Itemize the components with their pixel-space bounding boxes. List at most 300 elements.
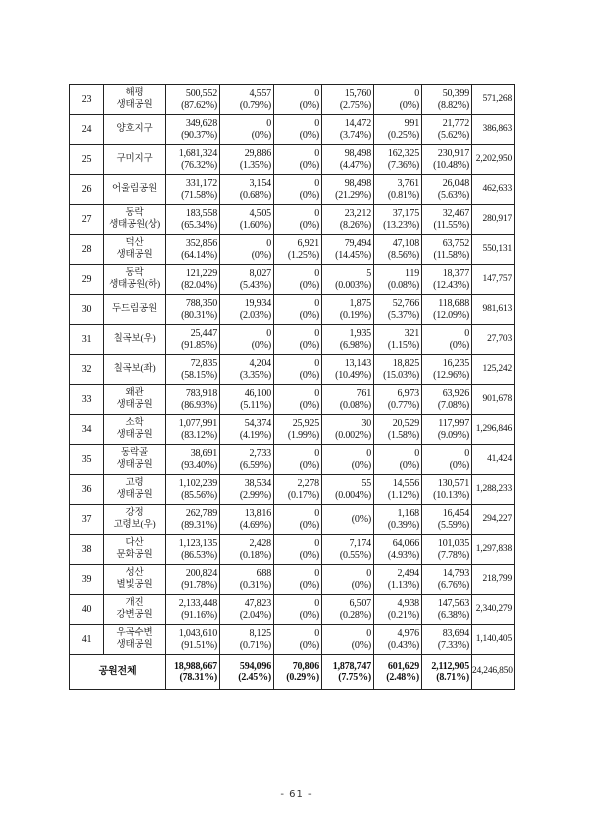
cell-value: 200,824 <box>185 568 217 579</box>
cell-percent: (71.58%) <box>181 189 217 201</box>
value-cell <box>166 235 220 265</box>
cell-value: 16,454 <box>442 508 469 519</box>
table-row <box>70 235 515 265</box>
value-cell <box>422 355 472 385</box>
cell-value: 3,154 <box>249 178 271 189</box>
value-cell <box>220 295 274 325</box>
cell-value: 0 <box>314 178 319 189</box>
cell-value: 2,494 <box>397 568 419 579</box>
cell-value: 1,681,324 <box>178 148 217 159</box>
park-name <box>104 355 166 385</box>
cell-value: 83,694 <box>442 628 469 639</box>
table-row <box>70 625 515 655</box>
cell-value: 18,825 <box>392 358 419 369</box>
value-cell <box>274 565 322 595</box>
park-name-line: 소학 <box>125 418 144 428</box>
park-name-line: 강변공원 <box>116 609 153 620</box>
cell-percent: (0.31%) <box>239 579 271 591</box>
value-cell <box>374 295 422 325</box>
cell-percent: (86.93%) <box>181 399 217 411</box>
row-total: 294,227 <box>472 505 515 535</box>
row-number: 40 <box>70 595 104 625</box>
cell-value: 55 <box>361 478 371 489</box>
cell-value: 2,112,905 <box>431 660 469 672</box>
cell-value: 14,556 <box>392 478 419 489</box>
cell-percent: (0.25%) <box>387 129 419 141</box>
cell-value: 331,172 <box>185 178 217 189</box>
park-name-line: 왜관 <box>125 388 144 398</box>
row-total: 147,757 <box>472 265 515 295</box>
cell-percent: (14.45%) <box>335 249 371 261</box>
cell-percent: (0%) <box>351 459 371 471</box>
cell-value: 98,498 <box>344 178 371 189</box>
value-cell <box>274 325 322 355</box>
row-total: 41,424 <box>472 445 515 475</box>
cell-percent: (1.99%) <box>287 429 319 441</box>
cell-value: 1,077,991 <box>178 418 217 429</box>
park-name <box>104 475 166 505</box>
park-name <box>104 625 166 655</box>
table-row <box>70 415 515 445</box>
cell-percent: (0.55%) <box>339 549 371 561</box>
cell-value: 54,374 <box>244 418 271 429</box>
table-row <box>70 475 515 505</box>
cell-percent: (0.81%) <box>387 189 419 201</box>
table-body <box>70 85 515 690</box>
cell-percent: (0%) <box>351 513 371 525</box>
value-cell <box>374 265 422 295</box>
value-cell <box>274 85 322 115</box>
value-cell <box>422 385 472 415</box>
cell-value: 688 <box>256 568 271 579</box>
value-cell <box>274 415 322 445</box>
value-cell <box>374 655 422 690</box>
cell-value: 37,175 <box>392 208 419 219</box>
value-cell <box>166 625 220 655</box>
value-cell <box>166 535 220 565</box>
row-number: 25 <box>70 145 104 175</box>
park-name <box>104 205 166 235</box>
value-cell <box>166 415 220 445</box>
cell-percent: (1.58%) <box>387 429 419 441</box>
cell-percent: (89.31%) <box>181 519 217 531</box>
cell-percent: (0.004%) <box>335 489 371 501</box>
park-name-line: 우곡수변 <box>116 628 153 638</box>
cell-value: 3,761 <box>397 178 419 189</box>
cell-percent: (0.43%) <box>387 639 419 651</box>
cell-value: 72,835 <box>190 358 217 369</box>
summary-total: 24,246,850 <box>472 655 515 690</box>
cell-value: 70,806 <box>292 660 319 672</box>
cell-percent: (64.14%) <box>181 249 217 261</box>
value-cell <box>274 265 322 295</box>
cell-percent: (4.47%) <box>339 159 371 171</box>
value-cell <box>422 85 472 115</box>
cell-value: 25,925 <box>292 418 319 429</box>
cell-value: 1,123,135 <box>178 538 217 549</box>
value-cell <box>220 175 274 205</box>
table-row <box>70 565 515 595</box>
park-name-line: 생태공원 <box>116 249 153 260</box>
cell-percent: (7.08%) <box>437 399 469 411</box>
cell-percent: (7.75%) <box>338 672 371 683</box>
value-cell <box>322 655 374 690</box>
row-total: 901,678 <box>472 385 515 415</box>
cell-value: 0 <box>314 388 319 399</box>
value-cell <box>422 445 472 475</box>
cell-percent: (0%) <box>299 639 319 651</box>
row-total: 1,288,233 <box>472 475 515 505</box>
value-cell <box>374 325 422 355</box>
cell-percent: (0.68%) <box>239 189 271 201</box>
value-cell <box>274 445 322 475</box>
cell-percent: (12.09%) <box>433 309 469 321</box>
cell-percent: (0%) <box>299 279 319 291</box>
cell-value: 500,552 <box>185 88 217 99</box>
row-number: 23 <box>70 85 104 115</box>
cell-value: 349,628 <box>185 118 217 129</box>
cell-percent: (10.49%) <box>335 369 371 381</box>
cell-percent: (2.75%) <box>339 99 371 111</box>
value-cell <box>322 625 374 655</box>
value-cell <box>322 145 374 175</box>
park-name <box>104 115 166 145</box>
cell-value: 23,212 <box>344 208 371 219</box>
value-cell <box>374 535 422 565</box>
cell-percent: (13.23%) <box>383 219 419 231</box>
cell-percent: (0%) <box>251 129 271 141</box>
cell-value: 0 <box>266 328 271 339</box>
value-cell <box>166 595 220 625</box>
cell-percent: (12.96%) <box>433 369 469 381</box>
cell-percent: (0%) <box>299 339 319 351</box>
summary-label: 공원전체 <box>70 655 166 690</box>
cell-value: 2,428 <box>249 538 271 549</box>
park-name <box>104 175 166 205</box>
cell-value: 38,691 <box>190 448 217 459</box>
row-total: 386,863 <box>472 115 515 145</box>
cell-percent: (0.77%) <box>387 399 419 411</box>
cell-value: 117,997 <box>438 418 469 429</box>
cell-percent: (0%) <box>299 519 319 531</box>
park-name-line: 칠곡보(좌) <box>113 363 156 374</box>
cell-percent: (1.13%) <box>387 579 419 591</box>
park-name-line: 생태공원(상) <box>109 219 160 230</box>
cell-percent: (91.16%) <box>181 609 217 621</box>
cell-percent: (93.40%) <box>181 459 217 471</box>
table-row <box>70 355 515 385</box>
value-cell <box>322 85 374 115</box>
cell-percent: (1.60%) <box>239 219 271 231</box>
row-number: 38 <box>70 535 104 565</box>
park-name-line: 생태공원 <box>116 99 153 110</box>
row-total: 2,202,950 <box>472 145 515 175</box>
value-cell <box>422 505 472 535</box>
cell-value: 1,043,610 <box>178 628 217 639</box>
park-name-line: 고령보(우) <box>113 519 156 530</box>
value-cell <box>374 445 422 475</box>
cell-percent: (91.85%) <box>181 339 217 351</box>
value-cell <box>166 175 220 205</box>
cell-percent: (2.04%) <box>239 609 271 621</box>
table-row <box>70 205 515 235</box>
cell-percent: (5.62%) <box>437 129 469 141</box>
cell-percent: (6.76%) <box>437 579 469 591</box>
park-name <box>104 595 166 625</box>
park-name-line: 강정 <box>125 508 144 518</box>
value-cell <box>374 175 422 205</box>
value-cell <box>374 115 422 145</box>
value-cell <box>220 445 274 475</box>
cell-percent: (7.36%) <box>387 159 419 171</box>
cell-value: 0 <box>464 328 469 339</box>
park-name-line: 생태공원 <box>116 459 153 470</box>
cell-value: 26,048 <box>442 178 469 189</box>
cell-value: 4,976 <box>397 628 419 639</box>
park-name-line: 구미지구 <box>116 153 153 164</box>
cell-value: 0 <box>366 568 371 579</box>
value-cell <box>422 115 472 145</box>
cell-value: 183,558 <box>185 208 217 219</box>
value-cell <box>166 475 220 505</box>
value-cell <box>422 265 472 295</box>
park-name-line: 덕산 <box>125 238 144 248</box>
value-cell <box>322 415 374 445</box>
value-cell <box>274 505 322 535</box>
row-number: 39 <box>70 565 104 595</box>
park-name <box>104 235 166 265</box>
cell-percent: (83.12%) <box>181 429 217 441</box>
cell-percent: (86.53%) <box>181 549 217 561</box>
cell-percent: (7.33%) <box>437 639 469 651</box>
value-cell <box>374 85 422 115</box>
row-total: 1,297,838 <box>472 535 515 565</box>
cell-value: 352,856 <box>185 238 217 249</box>
value-cell <box>166 565 220 595</box>
cell-percent: (0.21%) <box>387 609 419 621</box>
row-total: 571,268 <box>472 85 515 115</box>
value-cell <box>220 535 274 565</box>
value-cell <box>322 565 374 595</box>
cell-percent: (8.82%) <box>437 99 469 111</box>
cell-percent: (5.63%) <box>437 189 469 201</box>
cell-value: 0 <box>314 628 319 639</box>
value-cell <box>422 475 472 505</box>
cell-percent: (3.35%) <box>239 369 271 381</box>
value-cell <box>374 145 422 175</box>
value-cell <box>322 385 374 415</box>
value-cell <box>166 205 220 235</box>
cell-value: 0 <box>464 448 469 459</box>
park-name-line: 생태공원(하) <box>109 279 160 290</box>
cell-percent: (1.35%) <box>239 159 271 171</box>
value-cell <box>220 625 274 655</box>
row-number: 31 <box>70 325 104 355</box>
cell-percent: (0.39%) <box>387 519 419 531</box>
value-cell <box>166 85 220 115</box>
park-name-line: 생태공원 <box>116 489 153 500</box>
cell-value: 0 <box>314 598 319 609</box>
cell-value: 783,918 <box>185 388 217 399</box>
cell-percent: (3.74%) <box>339 129 371 141</box>
cell-percent: (0%) <box>299 99 319 111</box>
cell-percent: (6.38%) <box>437 609 469 621</box>
cell-value: 0 <box>314 118 319 129</box>
cell-value: 4,505 <box>249 208 271 219</box>
value-cell <box>374 205 422 235</box>
park-name <box>104 265 166 295</box>
cell-value: 47,823 <box>244 598 271 609</box>
cell-value: 101,035 <box>437 538 469 549</box>
row-total: 2,340,279 <box>472 595 515 625</box>
cell-value: 761 <box>356 388 371 399</box>
cell-percent: (1.12%) <box>387 489 419 501</box>
row-number: 29 <box>70 265 104 295</box>
park-name <box>104 85 166 115</box>
cell-value: 0 <box>314 268 319 279</box>
cell-percent: (76.32%) <box>181 159 217 171</box>
cell-value: 5 <box>366 268 371 279</box>
cell-value: 8,027 <box>249 268 271 279</box>
cell-percent: (0%) <box>449 459 469 471</box>
park-name-line: 문화공원 <box>116 549 153 560</box>
cell-value: 4,557 <box>249 88 271 99</box>
park-name <box>104 415 166 445</box>
cell-value: 162,325 <box>387 148 419 159</box>
cell-percent: (0%) <box>399 99 419 111</box>
cell-value: 1,875 <box>349 298 371 309</box>
cell-value: 321 <box>404 328 419 339</box>
cell-value: 15,760 <box>344 88 371 99</box>
cell-value: 4,204 <box>249 358 271 369</box>
table-row <box>70 145 515 175</box>
value-cell <box>422 175 472 205</box>
value-cell <box>322 325 374 355</box>
value-cell <box>274 175 322 205</box>
cell-value: 118,688 <box>438 298 469 309</box>
park-name-line: 두드림공원 <box>112 303 157 314</box>
cell-value: 8,125 <box>249 628 271 639</box>
cell-percent: (90.37%) <box>181 129 217 141</box>
cell-value: 0 <box>266 238 271 249</box>
cell-percent: (11.55%) <box>433 219 469 231</box>
row-number: 33 <box>70 385 104 415</box>
value-cell <box>220 145 274 175</box>
park-name <box>104 565 166 595</box>
cell-value: 18,988,667 <box>173 660 217 672</box>
cell-percent: (0.17%) <box>287 489 319 501</box>
value-cell <box>166 355 220 385</box>
park-name-line: 동락골 <box>121 448 148 458</box>
row-total: 218,799 <box>472 565 515 595</box>
cell-value: 30 <box>361 418 371 429</box>
value-cell <box>220 325 274 355</box>
value-cell <box>274 115 322 145</box>
cell-percent: (2.45%) <box>238 672 271 683</box>
value-cell <box>374 565 422 595</box>
cell-percent: (80.31%) <box>181 309 217 321</box>
park-name <box>104 385 166 415</box>
cell-value: 63,926 <box>442 388 469 399</box>
cell-value: 0 <box>314 208 319 219</box>
row-total: 462,633 <box>472 175 515 205</box>
row-number: 35 <box>70 445 104 475</box>
cell-value: 21,772 <box>442 118 469 129</box>
value-cell <box>374 235 422 265</box>
cell-value: 38,534 <box>244 478 271 489</box>
cell-percent: (6.98%) <box>339 339 371 351</box>
cell-percent: (10.48%) <box>433 159 469 171</box>
cell-percent: (21.29%) <box>335 189 371 201</box>
cell-percent: (12.43%) <box>433 279 469 291</box>
cell-percent: (5.11%) <box>240 399 271 411</box>
value-cell <box>322 475 374 505</box>
value-cell <box>374 505 422 535</box>
row-number: 32 <box>70 355 104 385</box>
cell-value: 0 <box>314 298 319 309</box>
cell-percent: (0.08%) <box>339 399 371 411</box>
value-cell <box>322 175 374 205</box>
row-number: 34 <box>70 415 104 445</box>
cell-percent: (11.58%) <box>433 249 469 261</box>
cell-value: 147,563 <box>437 598 469 609</box>
cell-value: 6,973 <box>397 388 419 399</box>
value-cell <box>274 625 322 655</box>
park-name-line: 별빛공원 <box>116 579 153 590</box>
value-cell <box>422 295 472 325</box>
park-name <box>104 505 166 535</box>
value-cell <box>322 445 374 475</box>
park-name-line: 양호지구 <box>116 123 153 134</box>
value-cell <box>220 115 274 145</box>
table-row <box>70 535 515 565</box>
value-cell <box>274 295 322 325</box>
value-cell <box>422 565 472 595</box>
cell-percent: (78.31%) <box>179 672 217 683</box>
cell-value: 6,507 <box>349 598 371 609</box>
value-cell <box>166 655 220 690</box>
cell-value: 0 <box>414 448 419 459</box>
cell-percent: (0%) <box>351 639 371 651</box>
value-cell <box>274 355 322 385</box>
value-cell <box>220 355 274 385</box>
park-name <box>104 325 166 355</box>
cell-value: 47,108 <box>392 238 419 249</box>
value-cell <box>166 265 220 295</box>
row-number: 28 <box>70 235 104 265</box>
cell-percent: (0%) <box>449 339 469 351</box>
park-name-line: 생태공원 <box>116 429 153 440</box>
cell-value: 788,350 <box>185 298 217 309</box>
cell-value: 50,399 <box>442 88 469 99</box>
park-name-line: 다산 <box>125 538 144 548</box>
table-row <box>70 325 515 355</box>
cell-percent: (0.79%) <box>239 99 271 111</box>
value-cell <box>322 265 374 295</box>
cell-value: 16,235 <box>442 358 469 369</box>
value-cell <box>374 415 422 445</box>
cell-value: 0 <box>314 328 319 339</box>
cell-value: 121,229 <box>185 268 217 279</box>
row-total: 27,703 <box>472 325 515 355</box>
cell-percent: (0%) <box>299 459 319 471</box>
value-cell <box>322 235 374 265</box>
row-number: 24 <box>70 115 104 145</box>
cell-value: 98,498 <box>344 148 371 159</box>
value-cell <box>422 145 472 175</box>
value-cell <box>422 415 472 445</box>
value-cell <box>322 505 374 535</box>
